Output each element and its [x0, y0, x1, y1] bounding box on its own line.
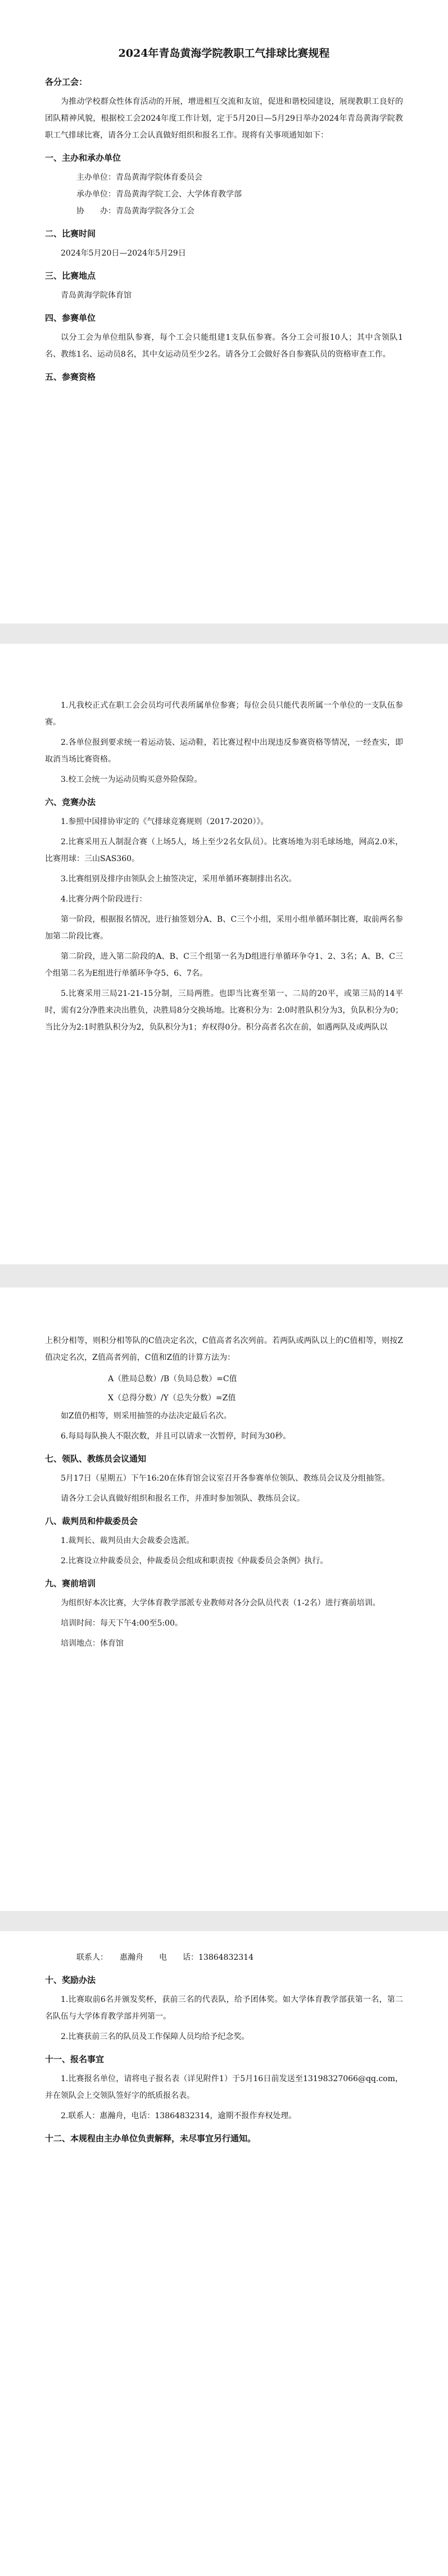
eligibility-item-3: 3.校工会统一为运动员购买意外险保险。	[61, 775, 202, 784]
registration-item-1: 1.比赛报名单位，请将电子报名表（详见附件1）于5月16日前发送至13198327066@qq.com，并在领队会上交领队签好字的纸质报名表。	[45, 2074, 403, 2100]
page-4	[0, 1931, 448, 2576]
section-10-heading: 十、奖励办法	[45, 1975, 96, 1985]
rule-4: 4.比赛分两个阶段进行：	[61, 895, 147, 904]
section-9-heading: 九、赛前培训	[45, 1578, 96, 1589]
training-place: 培训地点：体育馆	[61, 1639, 124, 1648]
section-12-heading: 十二、本规程由主办单位负责解释，未尽事宜另行通知。	[45, 2133, 256, 2143]
eligibility-item-1: 1.凡我校正式在职工会会员均可代表所属单位参赛；每位会员只能代表所属一个单位的一支队伍参赛。	[45, 701, 403, 727]
training-time: 培训时间：每天下午4:00至5:00。	[61, 1619, 183, 1628]
participants-text: 以分工会为单位组队参赛，每个工会只能组建1支队伍参赛。各分工会可报10人；其中含领队1名、教练1名、运动员8名，其中女运动员至少2名。请各分工会做好各自参赛队员的资格审查工作。	[45, 333, 403, 359]
host-line: 承办单位：青岛黄海学院工会、大学体育教学部	[76, 190, 242, 199]
section-5-heading: 五、参赛资格	[45, 372, 96, 382]
document-title: 2024年青岛黄海学院教职工气排球比赛规程	[118, 47, 330, 60]
rule-2: 2.比赛采用五人制混合赛（上场5人，场上至少2名女队员）。比赛场地为羽毛球场地，网高2.0米，比赛用球：三山SAS360。	[45, 838, 403, 863]
section-1-heading: 一、主办和承办单位	[45, 153, 121, 163]
meeting-time-text: 5月17日（星期五）下午16:20在体育馆会议室召开各参赛单位领队、教练员会议及分组抽签。	[61, 1474, 390, 1483]
section-6-heading: 六、竞赛办法	[45, 797, 96, 807]
rule-4-stage-1: 第一阶段，根据报名情况，进行抽签划分A、B、C三个小组，采用小组单循环制比赛，取前两名参加第二阶段比赛。	[45, 915, 403, 941]
page-1	[0, 0, 448, 623]
rule-5-continued: 上积分相等，则积分相等队的C值决定名次，C值高者名次列前。若两队或两队以上的C值相等，则按Z值决定名次，Z值高者列前，C值和Z值的计算方法为：	[45, 1336, 403, 1362]
rule-1: 1.参照中国排协审定的《气排球竞赛规则（2017-2020）》。	[61, 817, 269, 826]
section-2-heading: 二、比赛时间	[45, 229, 96, 239]
date-text: 2024年5月20日—2024年5月29日	[61, 249, 186, 258]
meeting-request-text: 请各分工会认真做好组织和报名工作，并准时参加领队、教练员会议。	[61, 1494, 305, 1503]
page-2	[0, 644, 448, 1264]
rule-6: 6.每局每队换人不限次数，并且可以请求一次暂停，时间为30秒。	[61, 1432, 291, 1441]
award-item-2: 2.比赛获前三名的队员及工作保障人员均给予纪念奖。	[61, 2032, 250, 2041]
rule-4-stage-2: 第二阶段，进入第二阶段的A、B、C三个组第一名为D组进行单循环争夺1、2、3名；A、B、C三个组第二名为E组进行单循环争夺5、6、7名。	[45, 952, 403, 978]
training-text: 为组织好本次比赛，大学体育教学部派专业教师对各分会队员代表（1-2名）进行赛前培训。	[61, 1599, 381, 1608]
referee-text-2: 2.比赛设立仲裁委员会，仲裁委员会组成和职责按《仲裁委员会条例》执行。	[61, 1556, 328, 1565]
section-8-heading: 八、裁判员和仲裁委员会	[45, 1516, 138, 1526]
organizer-line: 主办单位：青岛黄海学院体育委员会	[76, 173, 202, 182]
venue-text: 青岛黄海学院体育馆	[61, 291, 132, 300]
award-item-1: 1.比赛取前6名并颁发奖杯，获前三名的代表队，给予团体奖。如大学体育教学部获第一名，第二名队伍与大学体育教学部并列第一。	[45, 1995, 403, 2021]
referee-text-1: 1.裁判长、裁判员由大会裁委会选派。	[61, 1536, 194, 1545]
section-11-heading: 十一、报名事宜	[45, 2054, 105, 2064]
section-4-heading: 四、参赛单位	[45, 313, 96, 323]
eligibility-item-2: 2.各单位报到要求统一着运动装、运动鞋，若比赛过程中出现违反参赛资格等情况，一经查实，即取消当场比赛资格。	[45, 738, 403, 764]
registration-item-2: 2.联系人：惠瀚舟，电话：13864832314，逾期不报作弃权处理。	[61, 2111, 297, 2120]
intro-paragraph: 为推动学校群众性体育活动的开展，增进相互交流和友谊，促进和谐校园建设，展现教职工良好的团队精神风貌，根据校工会2024年度工作计划，定于5月20日—5月29日举办2024年青岛黄海学院教职工气排球比赛，请各分工会认真做好组织和报名工作。现将有关事项通知如下：	[45, 97, 403, 140]
contact-line: 联系人： 惠瀚舟 电 话：13864832314	[76, 1953, 254, 1962]
page-3	[0, 1287, 448, 1911]
formula-z: X（总得分数）/Y（总失分数）=Z值	[108, 1394, 236, 1403]
co-host-line: 协 办：青岛黄海学院各分工会	[76, 207, 194, 216]
greeting: 各分工会：	[45, 77, 88, 87]
section-7-heading: 七、领队、教练员会议通知	[45, 1454, 147, 1464]
rule-3: 3.比赛组别及排序由领队会上抽签决定，采用单循环赛制排出名次。	[61, 875, 297, 884]
section-3-heading: 三、比赛地点	[45, 271, 96, 281]
rule-5: 5.比赛采用三局21-21-15分制，三局两胜。也即当比赛至第一、二局的20平，或第三局的14平时，需有2分净胜来决出胜负，决胜局8分交换场地。比赛积分为：2:0时胜队积分为3，负队积分为0；当比分为2:1时胜队积分为2，负队积分为1；弃权得0分。积分高者名次在前，如遇两队及或两队以	[45, 989, 403, 1032]
tie-break-rule: 如Z值仍相等，则采用抽签的办法决定最后名次。	[61, 1412, 232, 1421]
formula-c: A（胜局总数）/B（负局总数）=C值	[108, 1375, 237, 1383]
